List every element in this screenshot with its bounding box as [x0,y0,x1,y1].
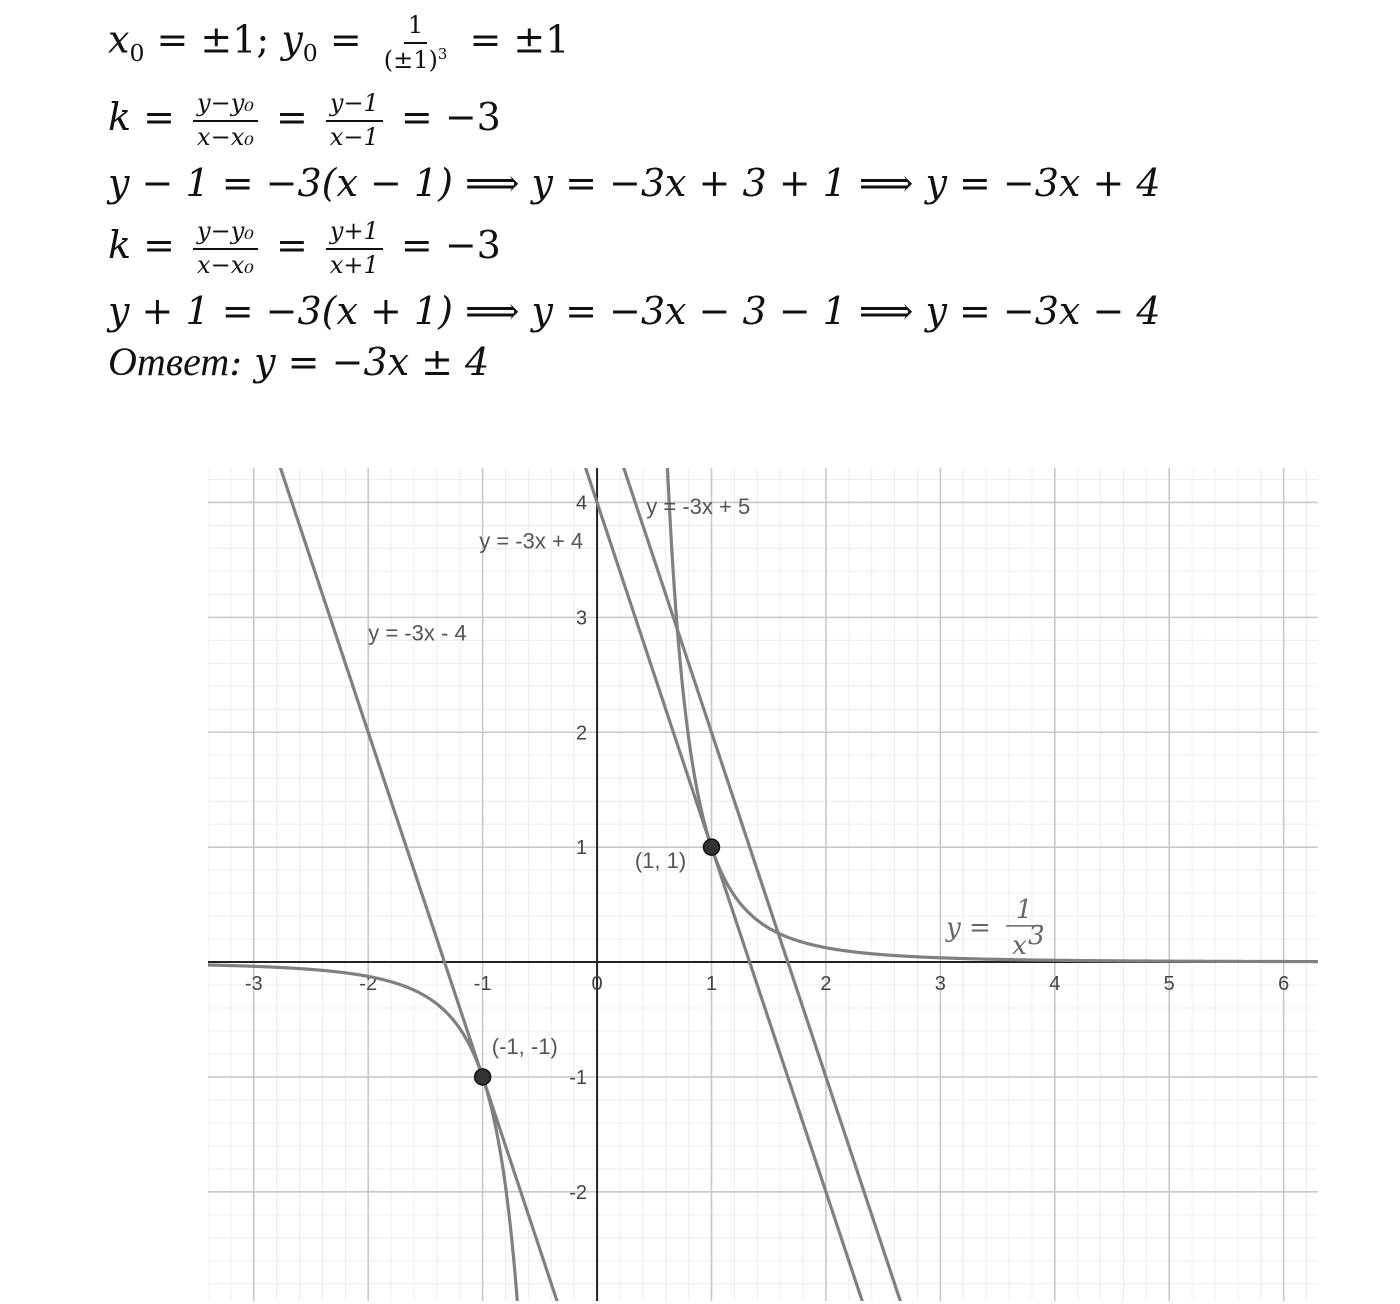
fraction [193,218,258,279]
series-group [208,468,1318,1301]
var-x: x [108,17,130,62]
fraction-numerator: 1 [404,12,427,44]
denominator-base: (±1) [383,45,438,74]
equation-line-2 [108,90,501,151]
x-tick-label: -3 [244,973,263,996]
answer-label: Ответ [108,339,230,384]
series-label: y = -3x + 5 [646,493,751,519]
fraction [380,12,452,74]
x-tick-label: 6 [1278,973,1290,996]
tangent-point [475,1069,491,1085]
answer-line [108,339,490,384]
eq-text: y − 1 = −3(x − 1) ⟹ y = −3x + 3 + 1 ⟹ y = −3x + 4 [108,161,1161,205]
answer-text: : y = −3x ± 4 [229,340,490,384]
fraction-numerator: y−y₀ [193,90,258,122]
y-tick-label: -1 [569,1066,588,1089]
fraction-numerator: y−1 [326,90,383,122]
series-label-exponent: 3 [1028,920,1045,951]
fraction [326,218,383,279]
fraction-denominator: x−1 [329,122,379,151]
eq-text: = [263,95,320,140]
x-tick-label: -1 [473,973,492,996]
equation-line-5 [108,289,1161,333]
point-label: (1, 1) [634,847,687,873]
eq-text: = ±1 [457,17,570,62]
fraction-numerator: y+1 [326,218,383,250]
series-line [208,468,1318,1301]
x-tick-label: 3 [934,973,946,996]
fraction-numerator: y−y₀ [193,218,258,250]
y-tick-label: 2 [575,722,588,745]
x-tick-label: -2 [359,973,378,996]
eq-text: = [263,223,320,268]
eq-text: k = [108,223,188,268]
equation-line-3 [108,161,1161,205]
series-label-lhs: y = [946,912,991,943]
function-graph [208,468,1318,1301]
eq-text: = −3 [388,95,501,140]
fraction-denominator: x−x₀ [197,122,254,151]
tick-labels [245,492,1289,1203]
var-y: y [281,17,303,62]
y-tick-label: -2 [569,1181,588,1204]
x-tick-label: 1 [705,973,718,996]
x-tick-label: 2 [820,973,832,996]
equation-line-4 [108,218,501,279]
eq-text: y + 1 = −3(x + 1) ⟹ y = −3x − 3 − 1 ⟹ y = −3x − 4 [108,289,1161,333]
series-label: y = -3x + 4 [479,528,584,554]
fraction-denominator [380,44,452,75]
eq-text: = −3 [388,223,501,268]
subscript: 0 [302,38,318,67]
fraction-denominator: x−x₀ [197,250,254,279]
x-tick-label: 5 [1163,973,1175,996]
y-tick-label: 1 [575,837,588,860]
equation-line-1 [108,12,569,74]
exponent: 3 [437,44,448,63]
tangent-point [704,839,720,855]
solution-text [0,0,1400,400]
eq-text: = [317,17,374,62]
fraction [326,90,383,151]
series-label-numerator: 1 [1015,894,1033,925]
subscript: 0 [129,38,145,67]
fraction [193,90,258,151]
eq-text: = ±1; [144,17,282,62]
x-tick-label: 4 [1049,973,1061,996]
point-label: (-1, -1) [491,1033,558,1059]
y-tick-label: 3 [575,607,588,630]
x-tick-label: 0 [591,973,603,996]
series-labels [368,494,1044,961]
eq-text: k = [108,95,188,140]
series-label-denominator: x [1012,930,1027,961]
y-tick-label: 4 [575,492,588,515]
series-label: y = -3x - 4 [368,620,467,646]
fraction-denominator: x+1 [329,250,379,279]
